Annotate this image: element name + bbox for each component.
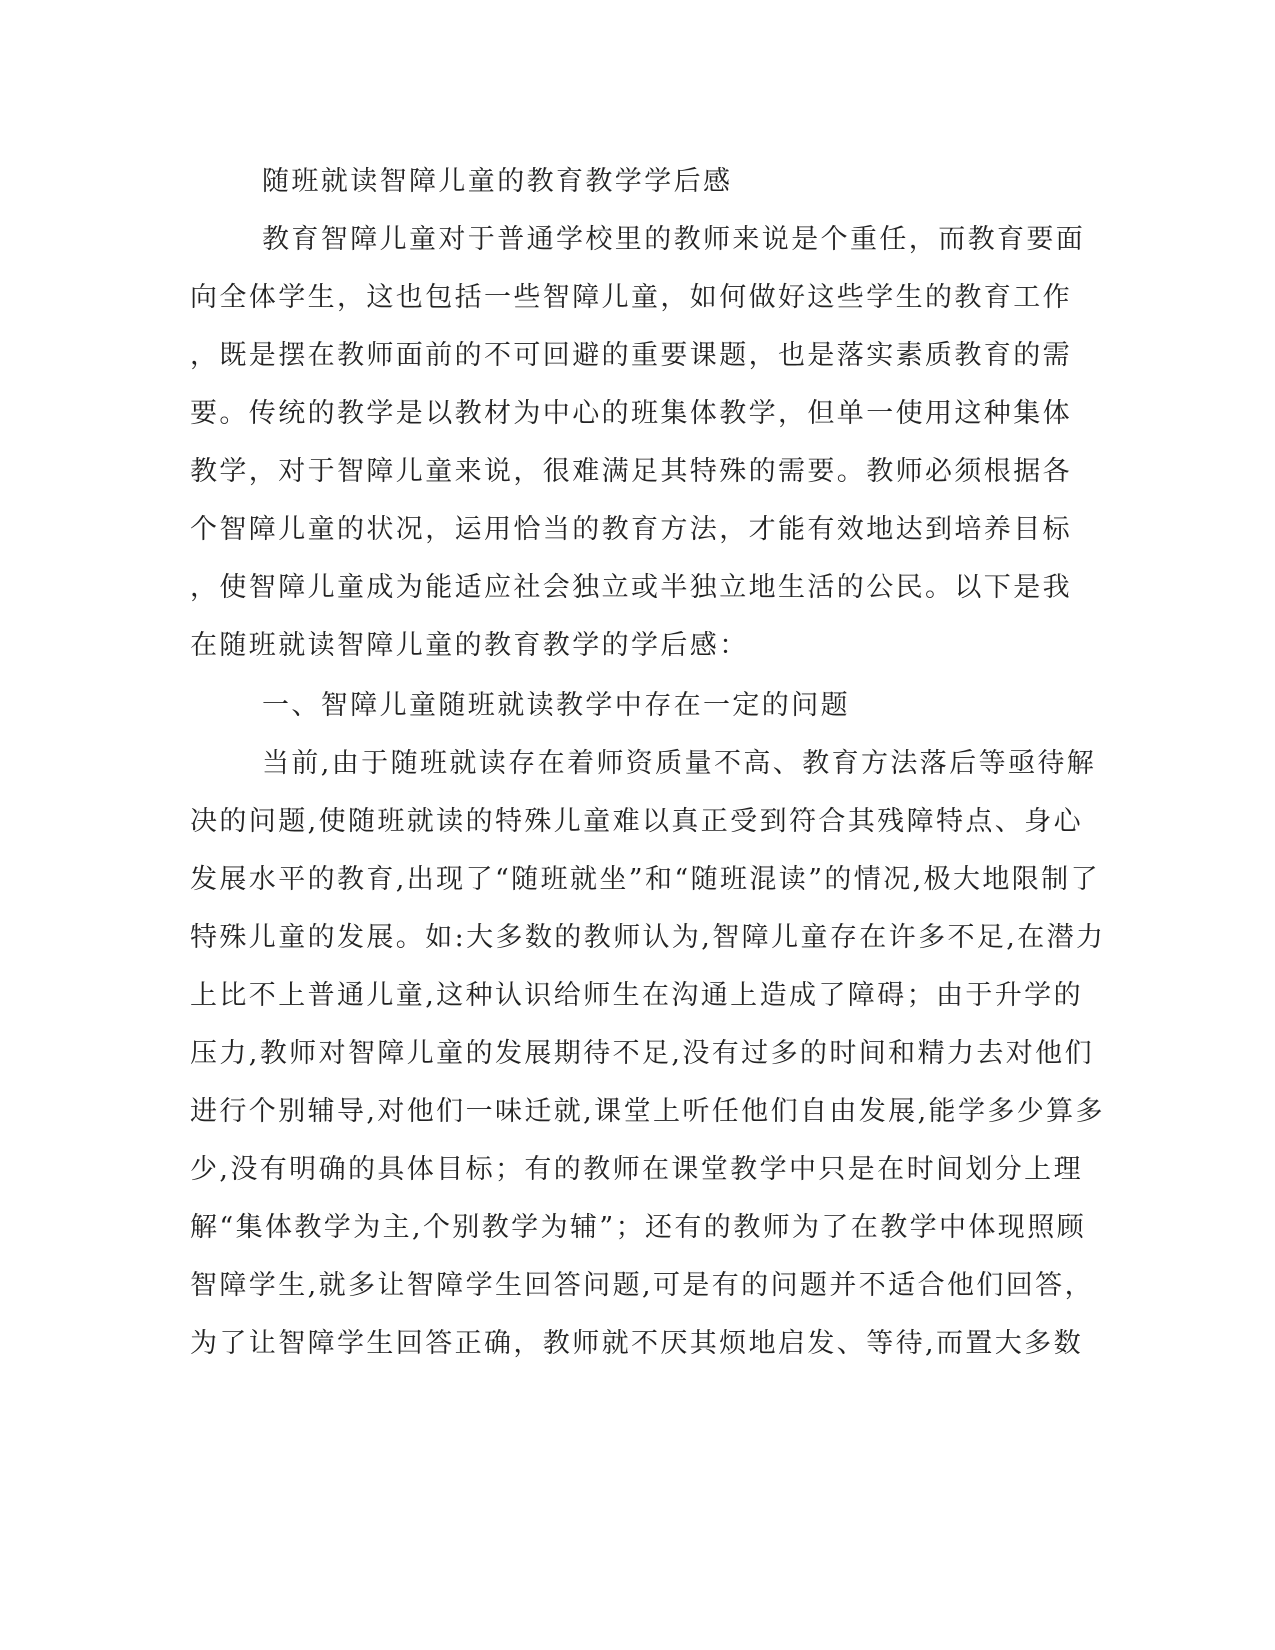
text-line: 要。传统的教学是以教材为中心的班集体教学，但单一使用这种集体 xyxy=(190,398,1072,429)
text-line: 少,没有明确的具体目标；有的教师在课堂教学中只是在时间划分上理 xyxy=(190,1154,1083,1185)
text-line: ，使智障儿童成为能适应社会独立或半独立地生活的公民。以下是我 xyxy=(190,572,1072,603)
text-line: 解“集体教学为主,个别教学为辅”；还有的教师为了在教学中体现照顾 xyxy=(190,1212,1086,1243)
text-line: 在随班就读智障儿童的教育教学的学后感： xyxy=(190,630,749,661)
text-line: 决的问题,使随班就读的特殊儿童难以真正受到符合其残障特点、身心 xyxy=(190,806,1083,837)
text-line: 向全体学生，这也包括一些智障儿童，如何做好这些学生的教育工作 xyxy=(190,282,1072,313)
text-line: ，既是摆在教师面前的不可回避的重要课题，也是落实素质教育的需 xyxy=(190,340,1072,371)
text-line: 压力,教师对智障儿童的发展期待不足,没有过多的时间和精力去对他们 xyxy=(190,1038,1094,1069)
text-line: 教学，对于智障儿童来说，很难满足其特殊的需要。教师必须根据各 xyxy=(190,456,1072,487)
text-line: 智障学生,就多让智障学生回答问题,可是有的问题并不适合他们回答， xyxy=(190,1270,1094,1301)
text-line: 发展水平的教育,出现了“随班就坐”和“随班混读”的情况,极大地限制了 xyxy=(190,864,1100,895)
text-line: 教育智障儿童对于普通学校里的教师来说是个重任，而教育要面 xyxy=(262,224,1086,255)
section-heading: 一、智障儿童随班就读教学中存在一定的问题 xyxy=(262,690,850,721)
text-line: 特殊儿童的发展。如:大多数的教师认为,智障儿童存在许多不足,在潜力 xyxy=(190,922,1106,953)
text-line: 个智障儿童的状况，运用恰当的教育方法，才能有效地达到培养目标 xyxy=(190,514,1072,545)
text-line: 当前,由于随班就读存在着师资质量不高、教育方法落后等亟待解 xyxy=(262,748,1097,779)
text-line: 上比不上普通儿童,这种认识给师生在沟通上造成了障碍；由于升学的 xyxy=(190,980,1083,1011)
document-title: 随班就读智障儿童的教育教学学后感 xyxy=(262,166,733,197)
text-line: 进行个别辅导,对他们一味迁就,课堂上听任他们自由发展,能学多少算多 xyxy=(190,1096,1105,1127)
text-line: 为了让智障学生回答正确，教师就不厌其烦地启发、等待,而置大多数 xyxy=(190,1328,1083,1359)
